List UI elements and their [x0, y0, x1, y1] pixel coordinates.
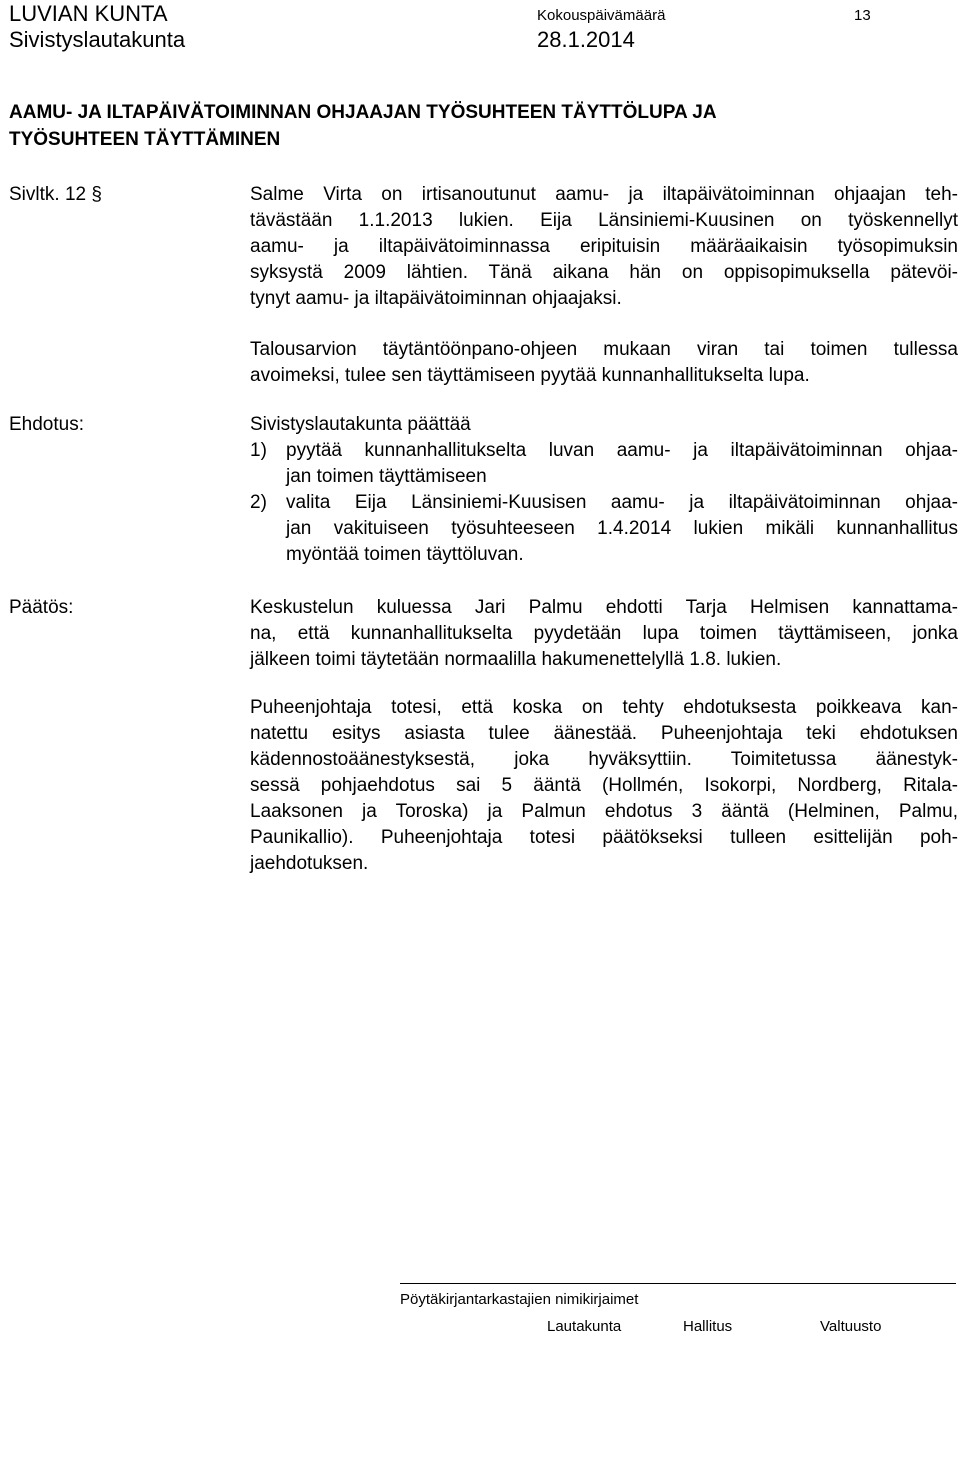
text-line: kädennostoäänestyksestä, joka hyväksyttiin. Toimitetussa äänestyk-	[250, 749, 958, 770]
text-line: syksystä 2009 lähtien. Tänä aikana hän on oppisopimuksella pätevöi-	[250, 262, 958, 283]
footer-column-council: Valtuusto	[820, 1318, 882, 1335]
text-line: jan toimen täyttämiseen	[286, 466, 487, 487]
text-line: Paunikallio). Puheenjohtaja totesi päätökseksi tulleen esittelijän poh-	[250, 827, 958, 848]
proposal-list	[250, 438, 958, 568]
list-item	[250, 490, 958, 568]
text-line: Keskustelun kuluessa Jari Palmu ehdotti Tarja Helmisen kannattama-	[250, 597, 958, 618]
list-number: 2)	[250, 492, 267, 513]
list-item	[250, 438, 958, 490]
text-line: Puheenjohtaja totesi, että koska on tehty ehdotuksesta poikkeava kan-	[250, 697, 958, 718]
text-line: natettu esitys asiasta tulee äänestää. Puheenjohtaja teki ehdotuksen	[250, 723, 958, 744]
text-line: sessä pohjaehdotus sai 5 ääntä (Hollmén, Isokorpi, Nordberg, Ritala-	[250, 775, 958, 796]
text-line: myöntää toimen täyttöluvan.	[286, 544, 524, 565]
text-line: Sivistyslautakunta päättää	[250, 414, 471, 435]
text-line: valita Eija Länsiniemi-Kuusisen aamu- ja iltapäivätoiminnan ohjaa-	[286, 492, 958, 513]
title-line: AAMU- JA ILTAPÄIVÄTOIMINNAN OHJAAJAN TYÖSUHTEEN TÄYTTÖLUPA JA	[9, 102, 717, 123]
decision-paragraph-2	[250, 695, 958, 877]
text-line: avoimeksi, tulee sen täyttämiseen pyytää kunnanhallitukselta lupa.	[250, 365, 810, 386]
title-line: TYÖSUHTEEN TÄYTTÄMINEN	[9, 129, 281, 150]
proposal-label: Ehdotus:	[9, 414, 84, 435]
background-paragraph	[250, 182, 958, 312]
text-line: pyytää kunnanhallitukselta luvan aamu- ja iltapäivätoiminnan ohjaa-	[286, 440, 958, 461]
meeting-date-label: Kokouspäivämäärä	[537, 7, 666, 24]
section-reference: Sivltk. 12 §	[9, 184, 102, 205]
budget-paragraph	[250, 337, 958, 389]
text-line: Laaksonen ja Toroska) ja Palmun ehdotus 3 ääntä (Helminen, Palmu,	[250, 801, 958, 822]
decision-paragraph-1	[250, 595, 958, 673]
text-line: Salme Virta on irtisanoutunut aamu- ja iltapäivätoiminnan ohjaajan teh-	[250, 184, 958, 205]
text-line: na, että kunnanhallitukselta pyydetään lupa toimen täyttämiseen, jonka	[250, 623, 958, 644]
meeting-date-value: 28.1.2014	[537, 27, 635, 52]
board-name: Sivistyslautakunta	[9, 27, 186, 52]
page-number: 13	[854, 7, 871, 24]
document-title	[9, 99, 717, 153]
text-line: Talousarvion täytäntöönpano-ohjeen mukaan viran tai toimen tullessa	[250, 339, 958, 360]
footer-title: Pöytäkirjantarkastajien nimikirjaimet	[400, 1291, 639, 1308]
text-line: tynyt aamu- ja iltapäivätoiminnan ohjaajaksi.	[250, 288, 622, 309]
text-line: jälkeen toimi täytetään normaalilla hakumenettelyllä 1.8. lukien.	[250, 649, 782, 670]
list-number: 1)	[250, 440, 267, 461]
text-line: jaehdotuksen.	[250, 853, 369, 874]
footer-column-government: Hallitus	[683, 1318, 733, 1335]
footer-column-board: Lautakunta	[547, 1318, 622, 1335]
text-line: aamu- ja iltapäivätoiminnassa eripituisin määräaikaisin työsopimuksin	[250, 236, 958, 257]
text-line: jan vakituiseen työsuhteeseen 1.4.2014 lukien mikäli kunnanhallitus	[286, 518, 958, 539]
text-line: tävästään 1.1.2013 lukien. Eija Länsiniemi-Kuusinen on työskennellyt	[250, 210, 958, 231]
organization-name: LUVIAN KUNTA	[9, 1, 168, 26]
decision-label: Päätös:	[9, 597, 74, 618]
footer-divider	[400, 1283, 956, 1284]
proposal-intro	[250, 412, 958, 438]
